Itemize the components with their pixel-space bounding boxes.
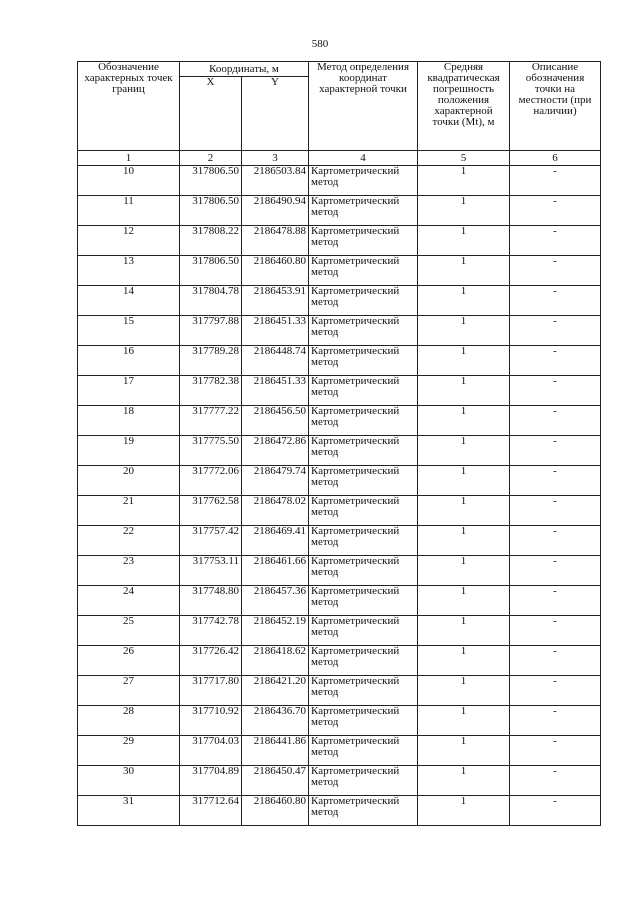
cell-method: Картометрический метод [309,466,418,496]
table-row [78,406,601,436]
cell-point: 20 [78,466,180,496]
header-point-designation: Обозначение характерных точек границ [78,62,180,151]
cell-y: 2186448.74 [242,346,309,376]
column-number: 6 [510,151,601,166]
cell-method: Картометрический метод [309,706,418,736]
cell-mean-error: 1 [418,736,510,766]
table-row [78,466,601,496]
header-mean-error: Средняя квадратическая погрешность положения характерной точки (Mt), м [418,62,510,151]
table-row [78,346,601,376]
cell-point: 18 [78,406,180,436]
cell-method: Картометрический метод [309,496,418,526]
cell-point: 29 [78,736,180,766]
header-x: X [180,77,242,151]
column-number: 1 [78,151,180,166]
cell-description: - [510,556,601,586]
cell-x: 317704.03 [180,736,242,766]
cell-y: 2186460.80 [242,796,309,826]
cell-description: - [510,286,601,316]
cell-point: 19 [78,436,180,466]
table-row [78,166,601,196]
cell-y: 2186457.36 [242,586,309,616]
header-coordinates: Координаты, м [180,62,309,77]
table-row [78,766,601,796]
cell-mean-error: 1 [418,496,510,526]
cell-y: 2186450.47 [242,766,309,796]
cell-description: - [510,466,601,496]
cell-mean-error: 1 [418,676,510,706]
cell-method: Картометрический метод [309,766,418,796]
cell-x: 317804.78 [180,286,242,316]
cell-method: Картометрический метод [309,256,418,286]
cell-method: Картометрический метод [309,556,418,586]
cell-x: 317806.50 [180,166,242,196]
table-row [78,376,601,406]
cell-x: 317717.80 [180,676,242,706]
table-row [78,796,601,826]
cell-y: 2186461.66 [242,556,309,586]
cell-x: 317806.50 [180,196,242,226]
cell-y: 2186478.02 [242,496,309,526]
cell-point: 11 [78,196,180,226]
cell-y: 2186441.86 [242,736,309,766]
cell-point: 21 [78,496,180,526]
cell-description: - [510,766,601,796]
cell-mean-error: 1 [418,406,510,436]
cell-point: 17 [78,376,180,406]
cell-y: 2186452.19 [242,616,309,646]
cell-x: 317753.11 [180,556,242,586]
cell-mean-error: 1 [418,616,510,646]
column-number: 5 [418,151,510,166]
cell-point: 31 [78,796,180,826]
cell-point: 27 [78,676,180,706]
cell-description: - [510,676,601,706]
cell-mean-error: 1 [418,256,510,286]
cell-y: 2186472.86 [242,436,309,466]
cell-description: - [510,616,601,646]
cell-x: 317748.80 [180,586,242,616]
table-row [78,646,601,676]
cell-y: 2186451.33 [242,376,309,406]
cell-y: 2186453.91 [242,286,309,316]
cell-method: Картометрический метод [309,196,418,226]
cell-y: 2186478.88 [242,226,309,256]
cell-mean-error: 1 [418,376,510,406]
cell-description: - [510,496,601,526]
table-row [78,226,601,256]
cell-point: 12 [78,226,180,256]
column-number-row [78,151,601,166]
cell-mean-error: 1 [418,316,510,346]
cell-x: 317762.58 [180,496,242,526]
cell-mean-error: 1 [418,586,510,616]
table-row [78,436,601,466]
cell-y: 2186456.50 [242,406,309,436]
cell-description: - [510,256,601,286]
cell-description: - [510,196,601,226]
cell-y: 2186460.80 [242,256,309,286]
cell-description: - [510,346,601,376]
cell-description: - [510,376,601,406]
cell-x: 317777.22 [180,406,242,436]
cell-point: 14 [78,286,180,316]
table-row [78,316,601,346]
cell-point: 22 [78,526,180,556]
cell-point: 28 [78,706,180,736]
cell-point: 15 [78,316,180,346]
cell-point: 13 [78,256,180,286]
cell-mean-error: 1 [418,526,510,556]
table-row [78,556,601,586]
cell-point: 10 [78,166,180,196]
column-number: 4 [309,151,418,166]
cell-mean-error: 1 [418,436,510,466]
cell-mean-error: 1 [418,226,510,256]
cell-point: 16 [78,346,180,376]
cell-mean-error: 1 [418,196,510,226]
cell-description: - [510,226,601,256]
table-row [78,676,601,706]
cell-y: 2186503.84 [242,166,309,196]
cell-y: 2186451.33 [242,316,309,346]
column-number: 3 [242,151,309,166]
cell-x: 317742.78 [180,616,242,646]
cell-method: Картометрический метод [309,166,418,196]
table-row [78,616,601,646]
table-row [78,526,601,556]
cell-method: Картометрический метод [309,526,418,556]
cell-method: Картометрический метод [309,286,418,316]
cell-method: Картометрический метод [309,436,418,466]
page-number: 580 [311,38,329,50]
cell-x: 317772.06 [180,466,242,496]
table-body [78,151,601,826]
cell-x: 317806.50 [180,256,242,286]
cell-method: Картометрический метод [309,796,418,826]
column-number: 2 [180,151,242,166]
cell-x: 317726.42 [180,646,242,676]
cell-method: Картометрический метод [309,646,418,676]
cell-point: 30 [78,766,180,796]
cell-method: Картометрический метод [309,736,418,766]
cell-description: - [510,706,601,736]
cell-method: Картометрический метод [309,316,418,346]
table-row [78,256,601,286]
cell-method: Картометрический метод [309,406,418,436]
table-row [78,286,601,316]
cell-description: - [510,646,601,676]
cell-x: 317797.88 [180,316,242,346]
cell-method: Картометрический метод [309,226,418,256]
cell-mean-error: 1 [418,796,510,826]
cell-x: 317775.50 [180,436,242,466]
boundary-points-table [77,61,601,826]
cell-x: 317710.92 [180,706,242,736]
cell-x: 317782.38 [180,376,242,406]
cell-x: 317704.89 [180,766,242,796]
cell-description: - [510,586,601,616]
cell-description: - [510,406,601,436]
cell-x: 317712.64 [180,796,242,826]
cell-x: 317808.22 [180,226,242,256]
cell-mean-error: 1 [418,346,510,376]
cell-mean-error: 1 [418,286,510,316]
table-row [78,196,601,226]
cell-description: - [510,436,601,466]
cell-point: 24 [78,586,180,616]
table-row [78,496,601,526]
cell-method: Картометрический метод [309,676,418,706]
cell-point: 26 [78,646,180,676]
cell-point: 23 [78,556,180,586]
cell-method: Картометрический метод [309,376,418,406]
cell-point: 25 [78,616,180,646]
cell-method: Картометрический метод [309,346,418,376]
cell-y: 2186490.94 [242,196,309,226]
cell-y: 2186421.20 [242,676,309,706]
cell-mean-error: 1 [418,766,510,796]
cell-mean-error: 1 [418,646,510,676]
cell-mean-error: 1 [418,166,510,196]
cell-x: 317757.42 [180,526,242,556]
cell-y: 2186436.70 [242,706,309,736]
table-row [78,586,601,616]
cell-mean-error: 1 [418,706,510,736]
cell-x: 317789.28 [180,346,242,376]
header-description: Описание обозначения точки на местности (при наличии) [510,62,601,151]
header-method: Метод определения координат характерной точки [309,62,418,151]
cell-method: Картометрический метод [309,616,418,646]
table-row [78,706,601,736]
cell-mean-error: 1 [418,466,510,496]
cell-method: Картометрический метод [309,586,418,616]
table-row [78,736,601,766]
cell-mean-error: 1 [418,556,510,586]
cell-description: - [510,796,601,826]
cell-description: - [510,166,601,196]
cell-description: - [510,736,601,766]
cell-description: - [510,526,601,556]
cell-y: 2186479.74 [242,466,309,496]
cell-description: - [510,316,601,346]
header-y: Y [242,77,309,151]
cell-y: 2186469.41 [242,526,309,556]
cell-y: 2186418.62 [242,646,309,676]
